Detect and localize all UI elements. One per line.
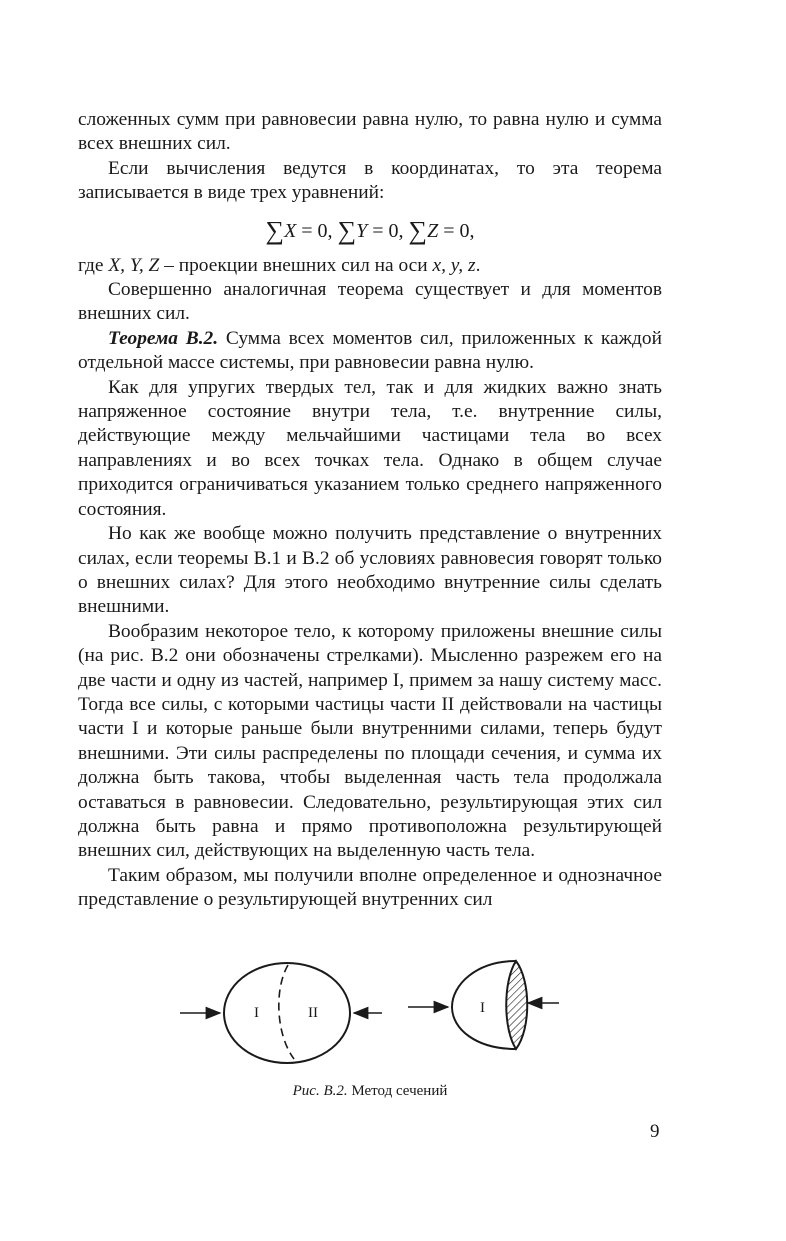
formula-var: X <box>284 219 297 242</box>
italic-vars: X, Y, Z <box>108 254 160 276</box>
paragraph <box>78 254 662 278</box>
formula-var: Y <box>356 219 368 242</box>
formula-var: Z <box>427 219 439 242</box>
text-run: . <box>475 254 481 276</box>
figure-drawing <box>170 955 590 1065</box>
figure-caption <box>0 1083 740 1100</box>
page-number: 9 <box>650 1121 660 1142</box>
formula-part: = 0, <box>438 219 475 242</box>
part-label-ii: II <box>308 1005 318 1021</box>
theorem-paragraph <box>78 327 662 376</box>
sum-symbol: ∑ <box>265 215 285 245</box>
paragraph: Таким образом, мы получили вполне определенное и однозначное представление о результирующей внутренних сил <box>78 864 662 911</box>
theorem-title: Теорема В.2. <box>108 327 219 349</box>
paragraph: Вообразим некоторое тело, к которому приложены внешние силы (на рис. В.2 они обозначены стрелками). Мысленно разрежем его на две части и одну из частей, например I, примем за нашу систему масс. Тогда все силы, с которыми частицы части II действовали на частицы части I и которые раньше были внутренними силами, теперь будут внешними. Эти силы распределены по площади сечения, и сумма их должна быть такова, чтобы выделенная часть тела продолжала оставаться в равновесии. Следовательно, результирующая этих сил должна быть равна и прямо противоположна результирующей внешних сил, действующих на выделенную часть тела. <box>78 620 662 862</box>
text-run: где <box>78 254 109 276</box>
paragraph: сложенных сумм при равновесии равна нулю, то равна нулю и сумма всех внешних сил. <box>78 109 662 155</box>
paragraph: Если вычисления ведутся в координатах, то эта теорема записывается в виде трех уравнений: <box>78 157 662 204</box>
formula-part: = 0, <box>367 219 409 242</box>
cut-part-diagram <box>408 961 559 1049</box>
text-run: – проекции внешних сил на оси <box>159 254 433 276</box>
section-cut-line <box>279 965 294 1059</box>
sum-symbol: ∑ <box>408 215 428 245</box>
equilibrium-equations <box>78 216 662 246</box>
figure-method-of-sections <box>170 955 590 1070</box>
part-label-i-cut: I <box>480 1000 485 1016</box>
hatched-section-surface <box>506 961 527 1049</box>
body-text <box>78 108 662 913</box>
whole-body-diagram <box>180 963 382 1063</box>
part-label-i: I <box>254 1005 259 1021</box>
paragraph: Совершенно аналогичная теорема существует и для моментов внешних сил. <box>78 279 662 325</box>
paragraph: Но как же вообще можно получить представление о внутренних силах, если теоремы В.1 и В.2 об условиях равновесия говорят только о внешних силах? Для этого необходимо внутренние силы сделать внешними. <box>78 523 662 618</box>
italic-axes: x, y, z <box>432 254 476 276</box>
caption-label: Рис. В.2. <box>292 1083 348 1099</box>
paragraph: Как для упругих твердых тел, так и для жидких важно знать напряженное состояние внутри тела, т.е. внутренние силы, действующие между мельчайшими частицами тела во всех направлениях и во всех точках тела. Однако в общем случае приходится ограничиваться указанием только среднего напряженного состояния. <box>78 376 662 520</box>
caption-text: Метод сечений <box>347 1083 448 1099</box>
sum-symbol: ∑ <box>337 215 357 245</box>
theorem-body: Сумма всех моментов сил, приложенных к каждой отдельной массе системы, при равновесии равна нулю. <box>78 327 662 374</box>
formula-part: = 0, <box>296 219 338 242</box>
